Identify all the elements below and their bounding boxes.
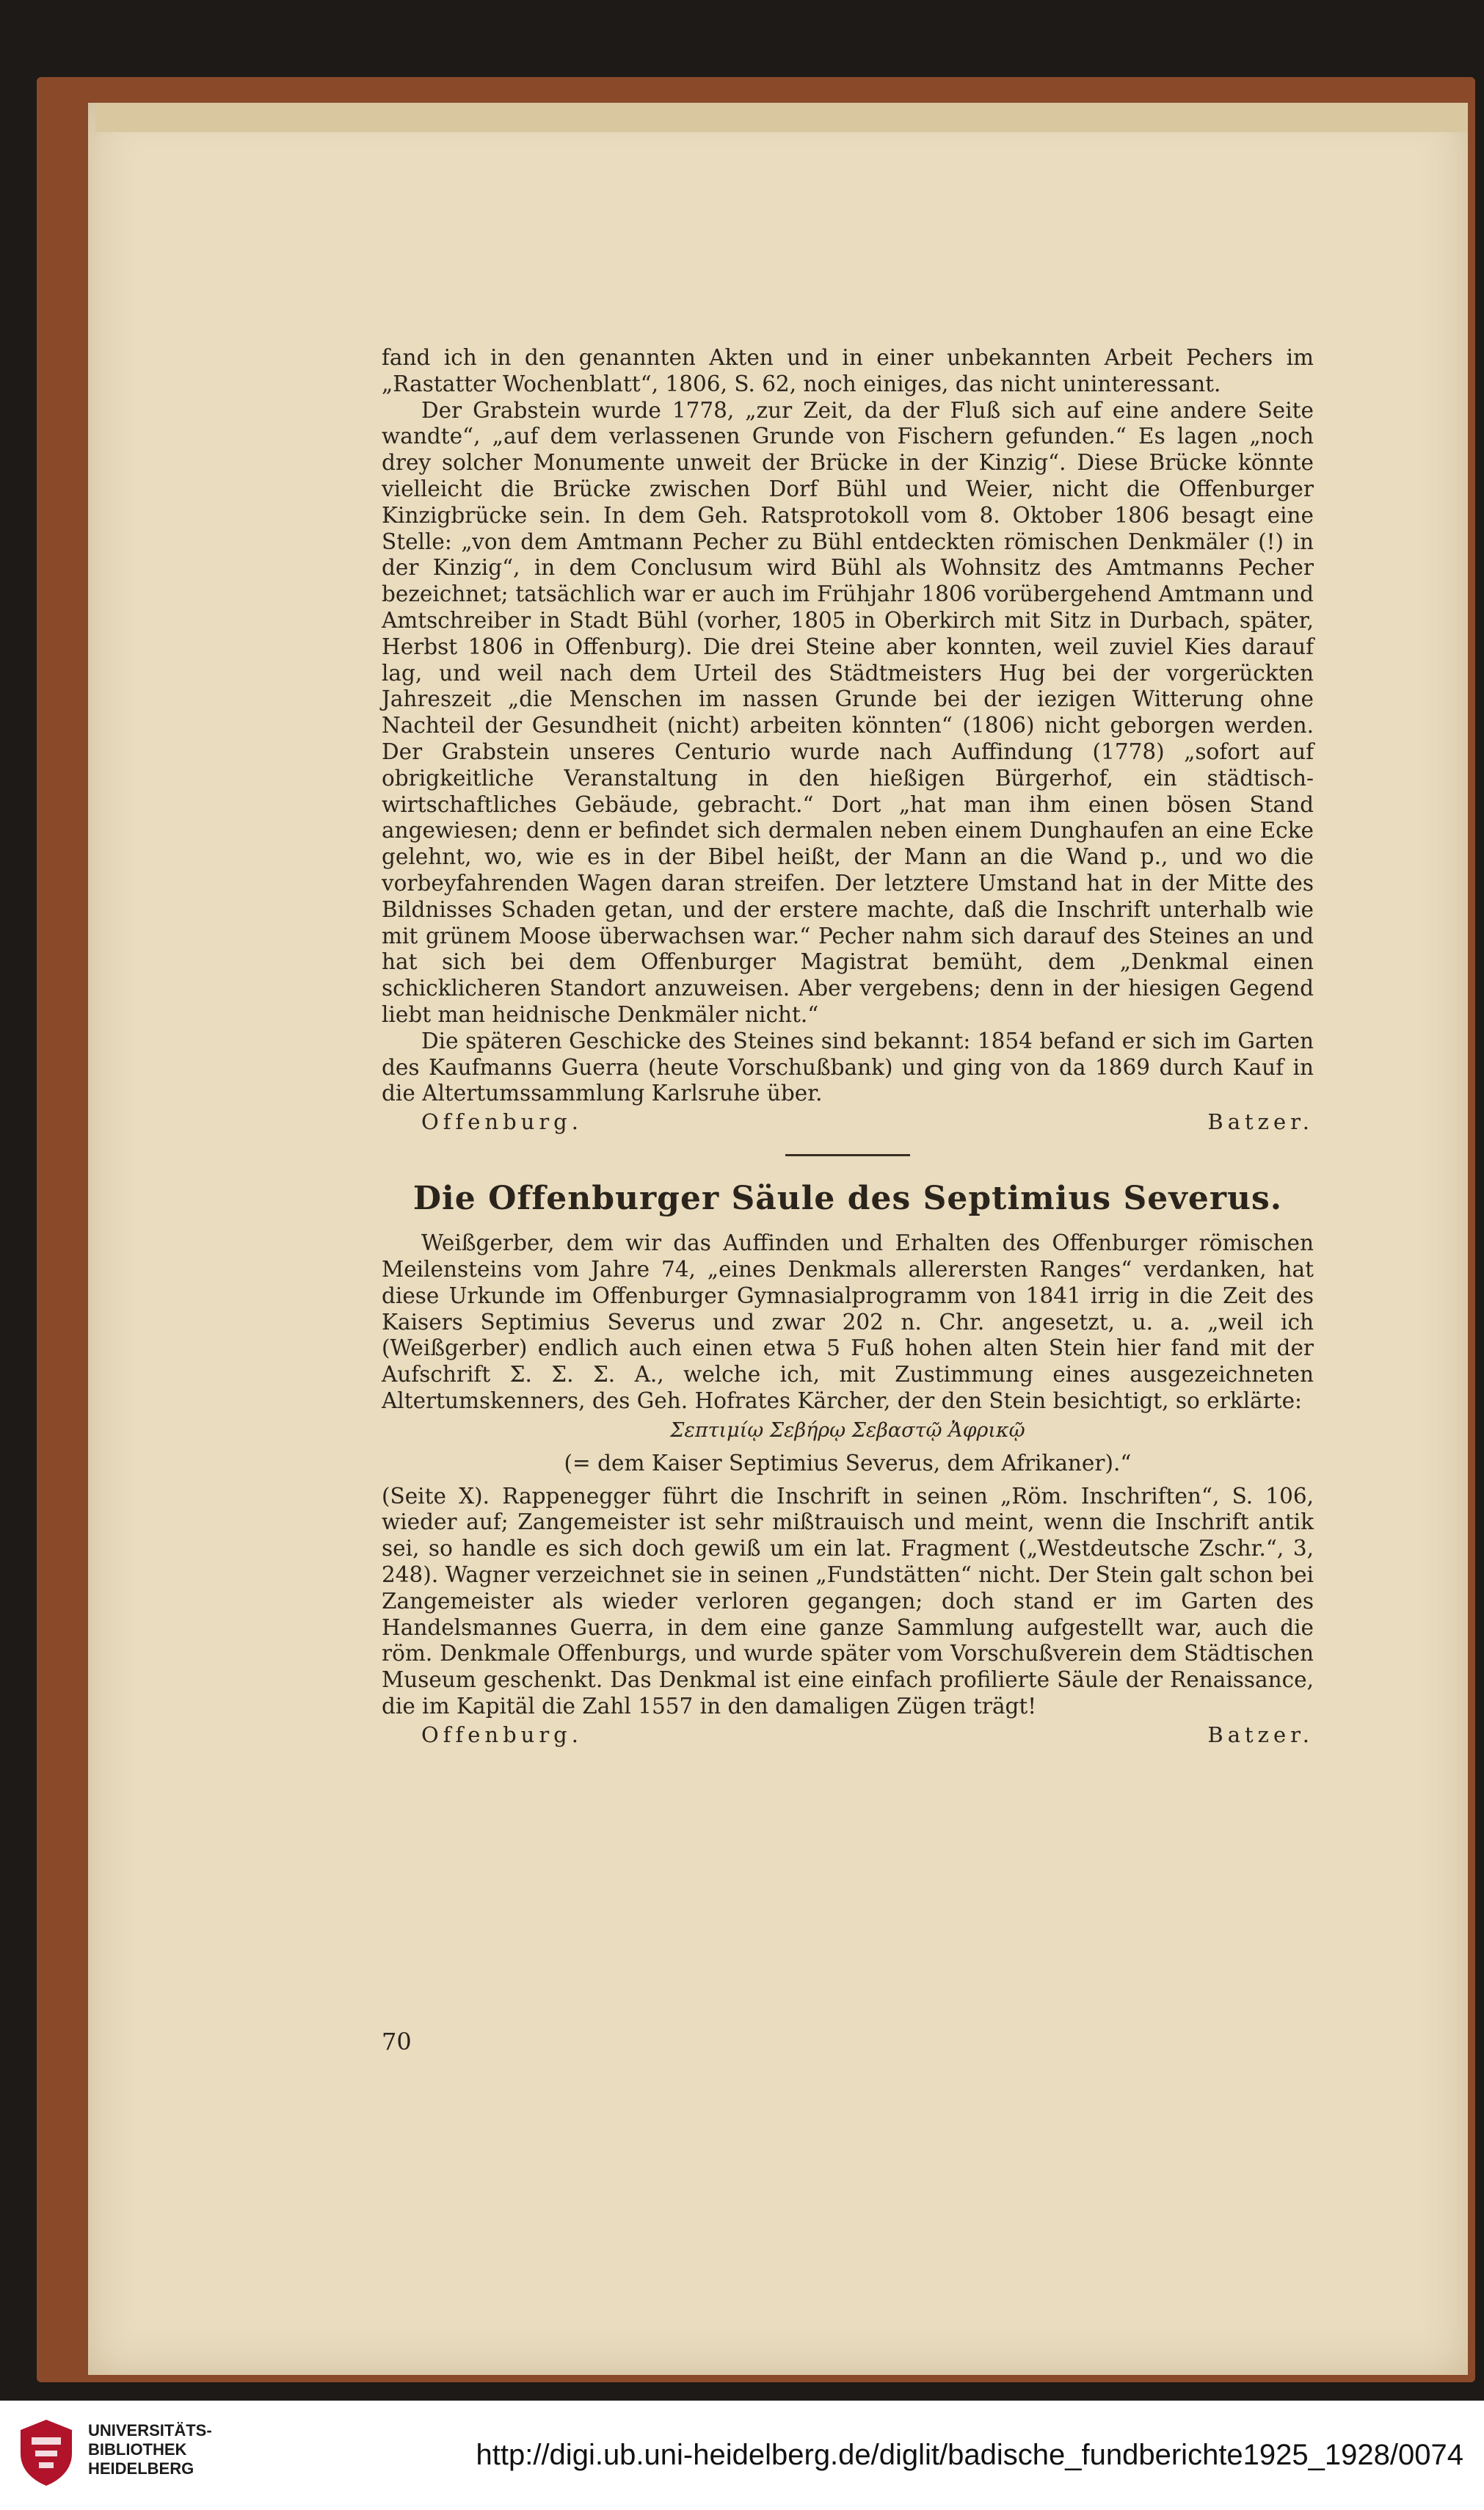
signature-place: Offenburg. (421, 1722, 583, 1747)
translation-line: (= dem Kaiser Septimius Severus, dem Afrikaner).“ (564, 1450, 1132, 1476)
logo-line: UNIVERSITÄTS- (88, 2421, 212, 2440)
signature-line (382, 1722, 1314, 1748)
greek-inscription: Σεπτιμίῳ Σεβήρῳ Σεβαστῷ Ἀφρικῷ (670, 1418, 1025, 1442)
text-column (382, 345, 1314, 1748)
source-url-link[interactable]: http://digi.ub.uni-heidelberg.de/diglit/badische_fundberichte1925_1928/0074 (476, 2439, 1463, 2471)
article-heading: Die Offenburger Säule des Septimius Severus. (412, 1180, 1283, 1218)
logo-line: BIBLIOTHEK (88, 2440, 187, 2459)
paragraph: Weißgerber, dem wir das Auffinden und Erhalten des Offenburger römischen Meilensteins vom Jahre 74, „eines Denkmals allerersten Ranges“ verdanken, hat diese Urkunde im Offenburger Gymnasialprogramm von 1841 irrig in die Zeit des Kaisers Septimius Severus und zwar 202 n. Chr. angesetzt, u. a. „weil ich (Weißgerber) endlich auch einen etwa 5 Fuß hohen alten Stein hier fand mit der Aufschrift Σ. Σ. Σ. Α., welche ich, mit Zustimmung eines ausgezeichneten Altertumskenners, des Geh. Hofrates Kärcher, der den Stein besichtigt, so erklärte: (382, 1230, 1314, 1413)
signature-author: Batzer. (1207, 1722, 1314, 1747)
paragraph: Die späteren Geschicke des Steines sind bekannt: 1854 befand er sich im Garten des Kaufmanns Guerra (heute Vorschußbank) und ging von da 1869 durch Kauf in die Altertumssammlung Karlsruhe über. (382, 1028, 1314, 1106)
paragraph: (Seite X). Rappenegger führt die Inschrift in seinen „Röm. Inschriften“, S. 106, wieder auf; Zangemeister ist sehr mißtrauisch und meint, wenn die Inschrift antik sei, so handle es sich doch gewiß um ein lat. Fragment („Westdeutsche Zschr.“, 3, 248). Wagner verzeichnet sie in seinen „Fundstätten“ nicht. Der Stein galt schon bei Zangemeister als wieder verloren gegangen; doch stand er im Garten des Handelsmannes Guerra, in dem eine ganze Sammlung aufgestellt war, auch die röm. Denkmale Offenburgs, und wurde später vom Vorschußverein dem Städtischen Museum geschenkt. Das Denkmal ist eine einfach profilierte Säule der Renaissance, die im Kapitäl die Zahl 1557 in den damaligen Zügen trägt! (382, 1483, 1314, 1719)
signature-author: Batzer. (1207, 1109, 1314, 1135)
paragraph: Der Grabstein wurde 1778, „zur Zeit, da der Fluß sich auf eine andere Seite wandte“, „auf dem verlassenen Grunde von Fischern gefunden.“ Es lagen „noch drey solcher Monumente unweit der Brücke in der Kinzig“. Diese Brücke könnte vielleicht die Brücke zwischen Dorf Bühl und Weier, nicht die Offenburger Kinzigbrücke sein. In dem Geh. Ratsprotokoll vom 8. Oktober 1806 besagt eine Stelle: „von dem Amtmann Pecher zu Bühl entdeckten römischen Denkmäler (!) in der Kinzig“, in dem Conclusum wird Bühl als Wohnsitz des Amtmanns Pecher bezeichnet; tatsächlich war er auch im Frühjahr 1806 vorübergehend Amtmann und Amtschreiber in Stadt Bühl (vorher, 1805 in Oberkirch mit Sitz in Durbach, später, Herbst 1806 in Offenburg). Die drei Steine aber konnten, weil zuviel Kies darauf lag, und weil nach dem Urteil des Städtmeisters Hug bei der vorgerückten Jahreszeit „die Menschen im nassen Grunde bei der iezigen Witterung ohne Nachteil der Gesundheit (nicht) arbeiten könnten“ (1806) nicht geborgen werden. Der Grabstein unseres Centurio wurde nach Auffindung (1778) „sofort auf obrigkeitliche Veranstaltung in den hießigen Bürgerhof, ein städtisch-wirtschaftliches Gebäude, gebracht.“ Dort „hat man ihm einen bösen Stand angewiesen; denn er befindet sich dermalen neben einem Dunghaufen an eine Ecke gelehnt, wo, wie es in der Bibel heißt, der Mann an die Wand p., und wo die vorbeyfahrenden Wagen daran streifen. Der letztere Umstand hat in der Mitte des Bildnisses Schaden getan, und der erstere machte, daß die Inschrift unterhalb wie mit grünem Moose überwachsen war.“ Pecher nahm sich darauf des Steines an und hat sich bei dem Offenburger Magistrat bemüht, dem „Denkmal einen schicklicheren Standort anzuweisen. Aber vergebens; denn in der hiesigen Gegend liebt man heidnische Denkmäler nicht.“ (382, 397, 1314, 1027)
paragraph: fand ich in den genannten Akten und in einer unbekannten Arbeit Pechers im „Rastatter Wochenblatt“, 1806, S. 62, noch einiges, das nicht uninteressant. (382, 345, 1314, 396)
section-divider (785, 1154, 910, 1156)
page-top-shadow (95, 103, 1468, 132)
logo-line: HEIDELBERG (88, 2459, 194, 2478)
library-logo-text (88, 2421, 212, 2478)
signature-line (382, 1109, 1314, 1135)
page-number: 70 (382, 2028, 412, 2056)
library-logo-icon (13, 2415, 79, 2489)
signature-place: Offenburg. (421, 1109, 583, 1135)
